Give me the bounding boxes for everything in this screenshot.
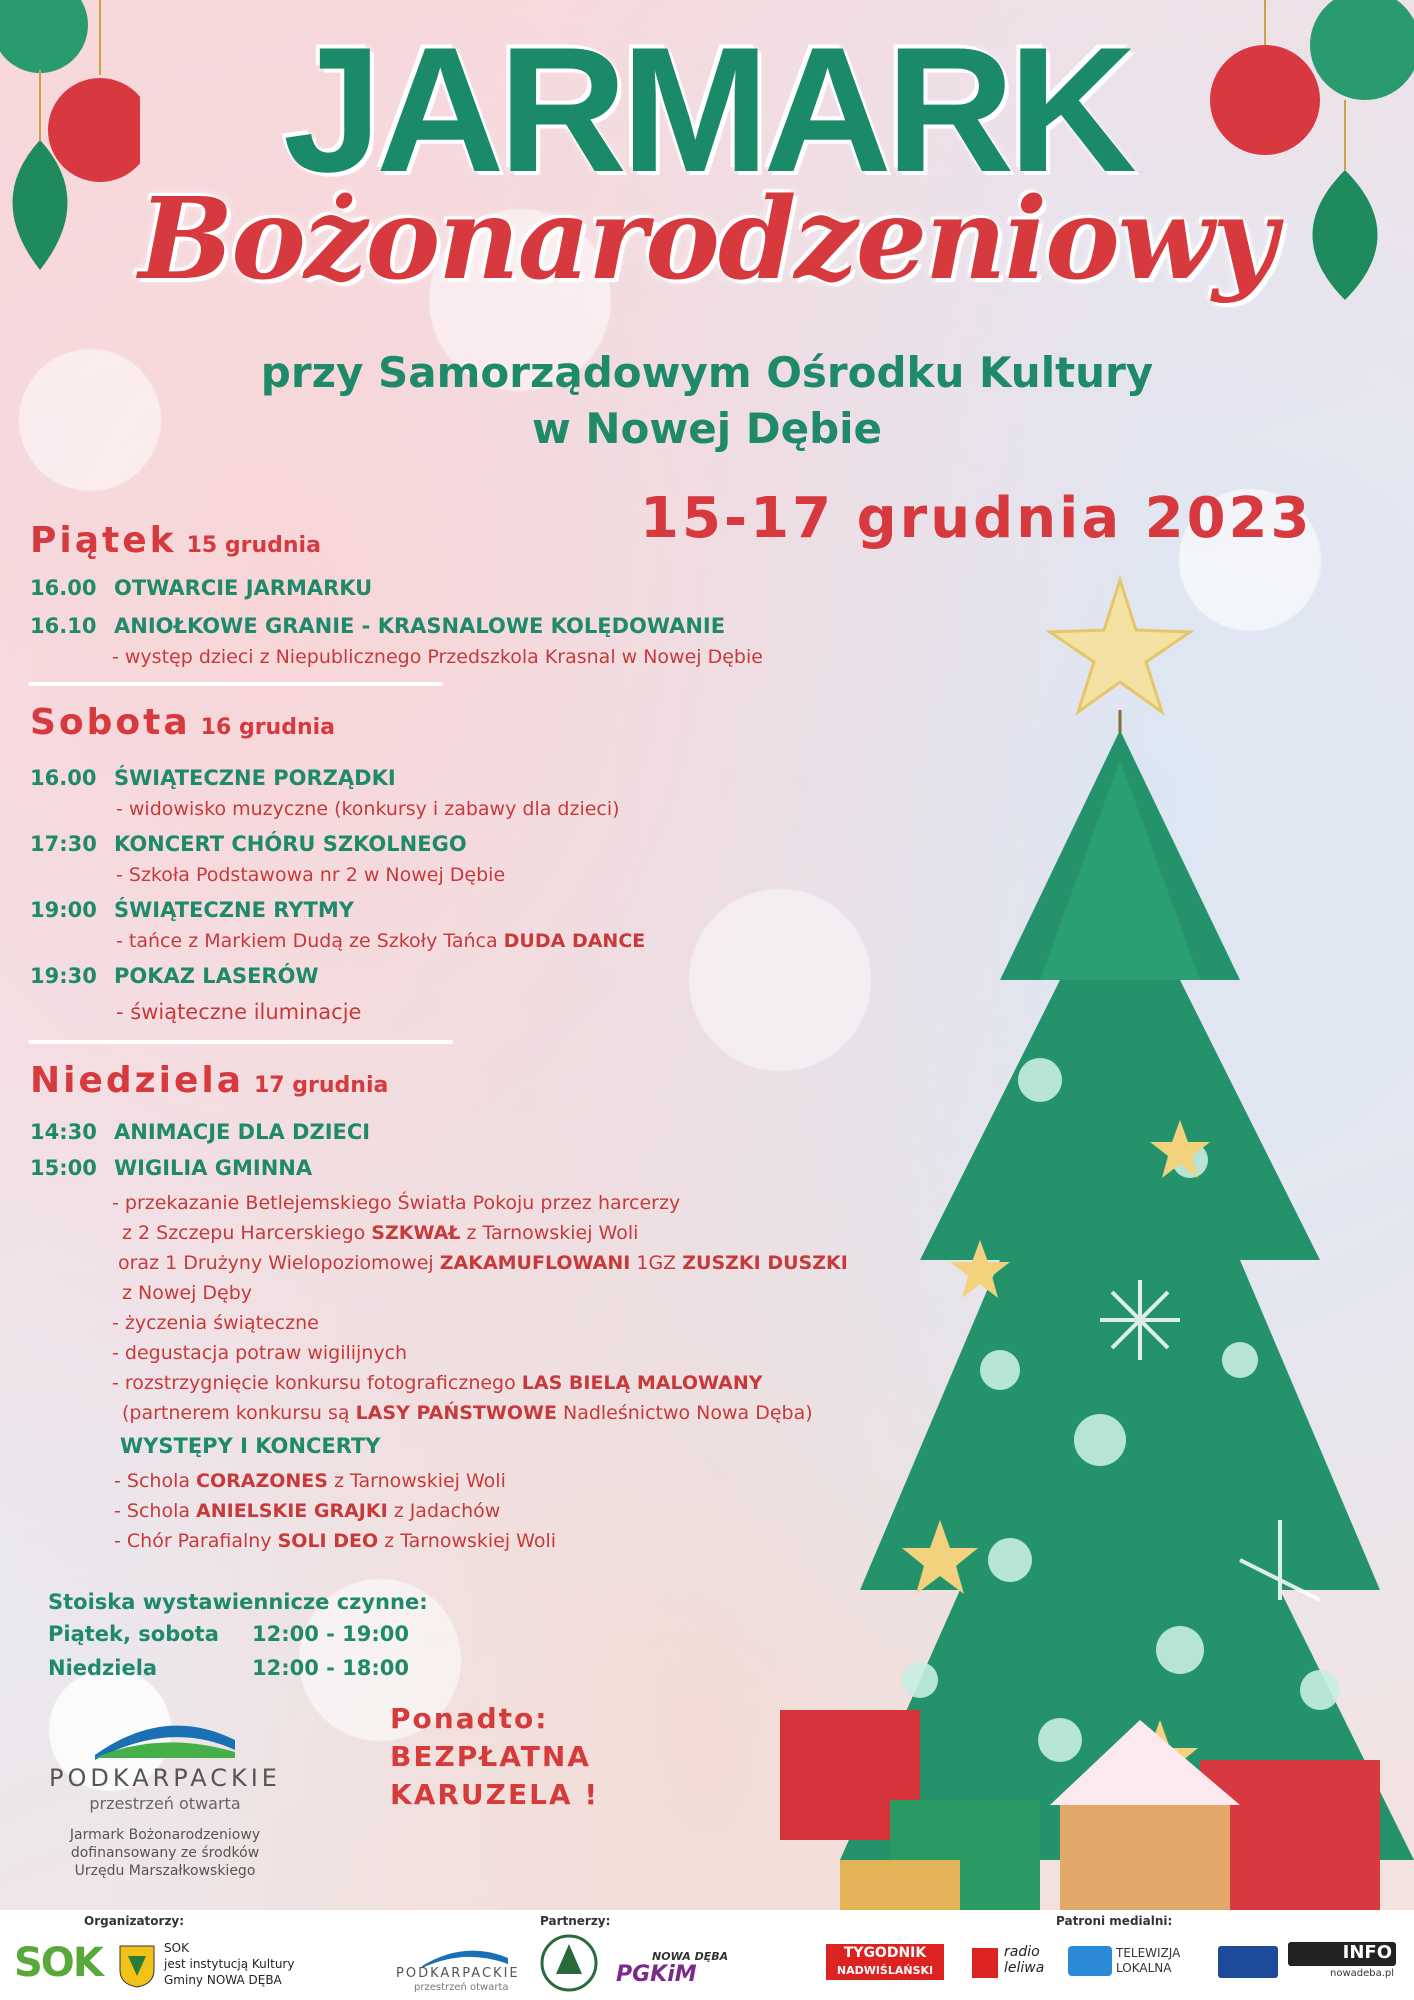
saturday-item-4 bbox=[30, 964, 319, 988]
text: - Schola bbox=[114, 1500, 197, 1522]
text: z Tarnowskiej Woli bbox=[327, 1470, 506, 1492]
title-bozonarodzeniowy: Bożonarodzeniowy bbox=[138, 174, 1276, 305]
time: 17:30 bbox=[30, 832, 97, 856]
time: 15:00 bbox=[30, 1156, 97, 1180]
item-title: WIGILIA GMINNA bbox=[114, 1156, 313, 1180]
stands-row-2 bbox=[48, 1656, 409, 1680]
sponsor-logo-name: PODKARPACKIE bbox=[49, 1764, 281, 1792]
media3-top: TELEWIZJA bbox=[1116, 1946, 1181, 1960]
sponsor-text2: dofinansowany ze środków bbox=[70, 1845, 260, 1861]
partners-label: Partnerzy: bbox=[540, 1914, 611, 1928]
extra-line1: Ponadto: bbox=[390, 1702, 549, 1735]
item-title: ANIOŁKOWE GRANIE - KRASNALOWE KOLĘDOWANIE bbox=[114, 614, 726, 638]
friday-item-1 bbox=[30, 576, 372, 600]
sunday-date: 17 grudnia bbox=[254, 1073, 389, 1098]
extra-note bbox=[390, 1700, 599, 1814]
item-title: KONCERT CHÓRU SZKOLNEGO bbox=[114, 832, 467, 856]
title-jarmark: JARMARK bbox=[283, 10, 1131, 209]
note-bold: DUDA DANCE bbox=[503, 930, 646, 952]
radio-leliwa-icon bbox=[972, 1948, 998, 1978]
saturday-note-3 bbox=[116, 930, 645, 952]
sok-note1: SOK bbox=[164, 1941, 189, 1955]
divider bbox=[28, 1040, 453, 1044]
podkarpackie-logo-icon bbox=[90, 1710, 240, 1760]
sunday-heading bbox=[30, 1060, 388, 1101]
sunday-line-1: - przekazanie Betlejemskiego Światła Pokoju przez harcerzy bbox=[112, 1192, 681, 1214]
saturday-item-3 bbox=[30, 898, 354, 922]
stands-row-1 bbox=[48, 1622, 409, 1646]
sok-logo: SOK bbox=[14, 1940, 102, 1986]
sponsor-text3: Urzędu Marszałkowskiego bbox=[74, 1863, 256, 1879]
text: - rozstrzygnięcie konkursu fotograficznego bbox=[112, 1372, 522, 1394]
bold: LASY PAŃSTWOWE bbox=[355, 1402, 557, 1424]
item-title: POKAZ LASERÓW bbox=[114, 964, 319, 988]
item-title: ŚWIĄTECZNE RYTMY bbox=[114, 898, 354, 922]
bold: SOLI DEO bbox=[277, 1530, 379, 1552]
item-title: ANIMACJE DLA DZIECI bbox=[114, 1120, 371, 1144]
sunday-line-7 bbox=[112, 1372, 763, 1394]
organizers-label: Organizatorzy: bbox=[84, 1914, 185, 1928]
podkarpackie-partner-icon bbox=[420, 1942, 510, 1968]
concert-3 bbox=[114, 1530, 556, 1552]
concert-1 bbox=[114, 1470, 506, 1492]
sok-note2: jest instytucją Kultury bbox=[164, 1957, 295, 1971]
sunday-line-6: - degustacja potraw wigilijnych bbox=[112, 1342, 408, 1364]
stands-hours: 12:00 - 19:00 bbox=[252, 1622, 410, 1646]
time: 19:00 bbox=[30, 898, 97, 922]
item-title: ŚWIĄTECZNE PORZĄDKI bbox=[114, 766, 396, 790]
sponsor-text1: Jarmark Bożonarodzeniowy bbox=[69, 1827, 261, 1843]
sunday-line-3 bbox=[118, 1252, 848, 1274]
media3-logo bbox=[1116, 1946, 1180, 1976]
text: Nadleśnictwo Nowa Dęba) bbox=[556, 1402, 813, 1424]
sunday-line-4: z Nowej Dęby bbox=[122, 1282, 253, 1304]
friday-day: Piątek bbox=[30, 520, 177, 561]
media1-top: TYGODNIK bbox=[843, 1945, 927, 1961]
saturday-item-2 bbox=[30, 832, 467, 856]
media1-logo bbox=[826, 1944, 944, 1980]
sponsor-text bbox=[40, 1826, 290, 1880]
text: (partnerem konkursu są bbox=[122, 1402, 356, 1424]
time: 14:30 bbox=[30, 1120, 97, 1144]
sunday-item-1 bbox=[30, 1120, 370, 1144]
friday-heading bbox=[30, 520, 321, 561]
extra-line2: BEZPŁATNA bbox=[390, 1740, 591, 1773]
lasy-panstwowe-logo-icon bbox=[540, 1934, 598, 1992]
media2-bottom: leliwa bbox=[1004, 1960, 1045, 1976]
sponsor-logo-tag: przestrzeń otwarta bbox=[89, 1794, 241, 1813]
sok-note bbox=[164, 1940, 294, 1988]
friday-note: - występ dzieci z Niepublicznego Przedszkola Krasnal w Nowej Dębie bbox=[112, 646, 763, 668]
christmas-tree-illustration bbox=[760, 560, 1414, 1960]
event-dates: 15-17 grudnia 2023 bbox=[640, 486, 1313, 551]
saturday-note-1: - widowisko muzyczne (konkursy i zabawy dla dzieci) bbox=[116, 798, 620, 820]
saturday-date: 16 grudnia bbox=[200, 715, 336, 740]
sunday-line-8 bbox=[122, 1402, 813, 1424]
text: oraz 1 Drużyny Wielopoziomowej bbox=[118, 1252, 440, 1274]
concerts-title: WYSTĘPY I KONCERTY bbox=[120, 1434, 381, 1458]
coat-of-arms-icon bbox=[118, 1944, 156, 1988]
concert-2 bbox=[114, 1500, 500, 1522]
bold: SZKWAŁ bbox=[371, 1222, 461, 1244]
extra-line3: KARUZELA ! bbox=[390, 1778, 600, 1811]
stands-hours: 12:00 - 18:00 bbox=[252, 1656, 410, 1680]
sunday-line-5: - życzenia świąteczne bbox=[112, 1312, 319, 1334]
media4-logo: INFO bbox=[1288, 1942, 1396, 1966]
text: z Jadachów bbox=[387, 1500, 501, 1522]
stands-title: Stoiska wystawiennicze czynne: bbox=[48, 1590, 428, 1614]
friday-item-2 bbox=[30, 614, 725, 638]
time: 16.00 bbox=[30, 766, 97, 790]
sunday-item-2 bbox=[30, 1156, 312, 1180]
bold: ANIELSKIE GRAJKI bbox=[196, 1500, 388, 1522]
media-label: Patroni medialni: bbox=[1056, 1914, 1173, 1928]
saturday-heading bbox=[30, 702, 335, 743]
item-title: OTWARCIE JARMARKU bbox=[114, 576, 373, 600]
sunday-day: Niedziela bbox=[30, 1060, 244, 1101]
tvl-icon bbox=[1068, 1946, 1112, 1976]
media1-bottom: NADWIŚLAŃSKI bbox=[836, 1964, 934, 1977]
saturday-day: Sobota bbox=[30, 702, 191, 743]
text: 1GZ bbox=[630, 1252, 683, 1274]
friday-date: 15 grudnia bbox=[186, 533, 321, 558]
saturday-item-1 bbox=[30, 766, 396, 790]
text: z Tarnowskiej Woli bbox=[378, 1530, 557, 1552]
text: z 2 Szczepu Harcerskiego bbox=[122, 1222, 372, 1244]
time: 16.10 bbox=[30, 614, 97, 638]
partner1-name: PODKARPACKIE bbox=[396, 1966, 520, 1981]
text: - Chór Parafialny bbox=[114, 1530, 278, 1552]
stands-days: Piątek, sobota bbox=[48, 1622, 219, 1646]
subtitle-line1: przy Samorządowym Ośrodku Kultury bbox=[260, 348, 1154, 397]
partner3-top: NOWA DĘBA bbox=[652, 1950, 729, 1963]
partner3-logo: PGKiM bbox=[616, 1962, 697, 1987]
note-text: - tańce z Markiem Dudą ze Szkoły Tańca bbox=[116, 930, 504, 952]
subtitle-line2: w Nowej Dębie bbox=[531, 404, 883, 453]
partner1-tag: przestrzeń otwarta bbox=[414, 1982, 509, 1993]
media2-top: radio bbox=[1004, 1944, 1040, 1960]
media3-bottom: LOKALNA bbox=[1116, 1961, 1172, 1975]
time: 19:30 bbox=[30, 964, 97, 988]
bold: CORAZONES bbox=[196, 1470, 328, 1492]
bold: ZAKAMUFLOWANI bbox=[439, 1252, 631, 1274]
divider bbox=[28, 682, 443, 686]
text: z Tarnowskiej Woli bbox=[460, 1222, 639, 1244]
text: - Schola bbox=[114, 1470, 197, 1492]
media4-url: nowadeba.pl bbox=[1330, 1968, 1395, 1979]
time: 16.00 bbox=[30, 576, 97, 600]
saturday-note-2: - Szkoła Podstawowa nr 2 w Nowej Dębie bbox=[116, 864, 506, 886]
sunday-line-2 bbox=[122, 1222, 638, 1244]
bold: ZUSZKI DUSZKI bbox=[682, 1252, 848, 1274]
stands-days: Niedziela bbox=[48, 1656, 158, 1680]
media2-logo bbox=[1004, 1944, 1044, 1976]
bold: LAS BIELĄ MALOWANY bbox=[521, 1372, 763, 1394]
saturday-note-4: - świąteczne iluminacje bbox=[116, 1000, 362, 1024]
tvs-icon bbox=[1218, 1946, 1278, 1978]
sok-note3: Gminy NOWA DĘBA bbox=[164, 1973, 282, 1987]
